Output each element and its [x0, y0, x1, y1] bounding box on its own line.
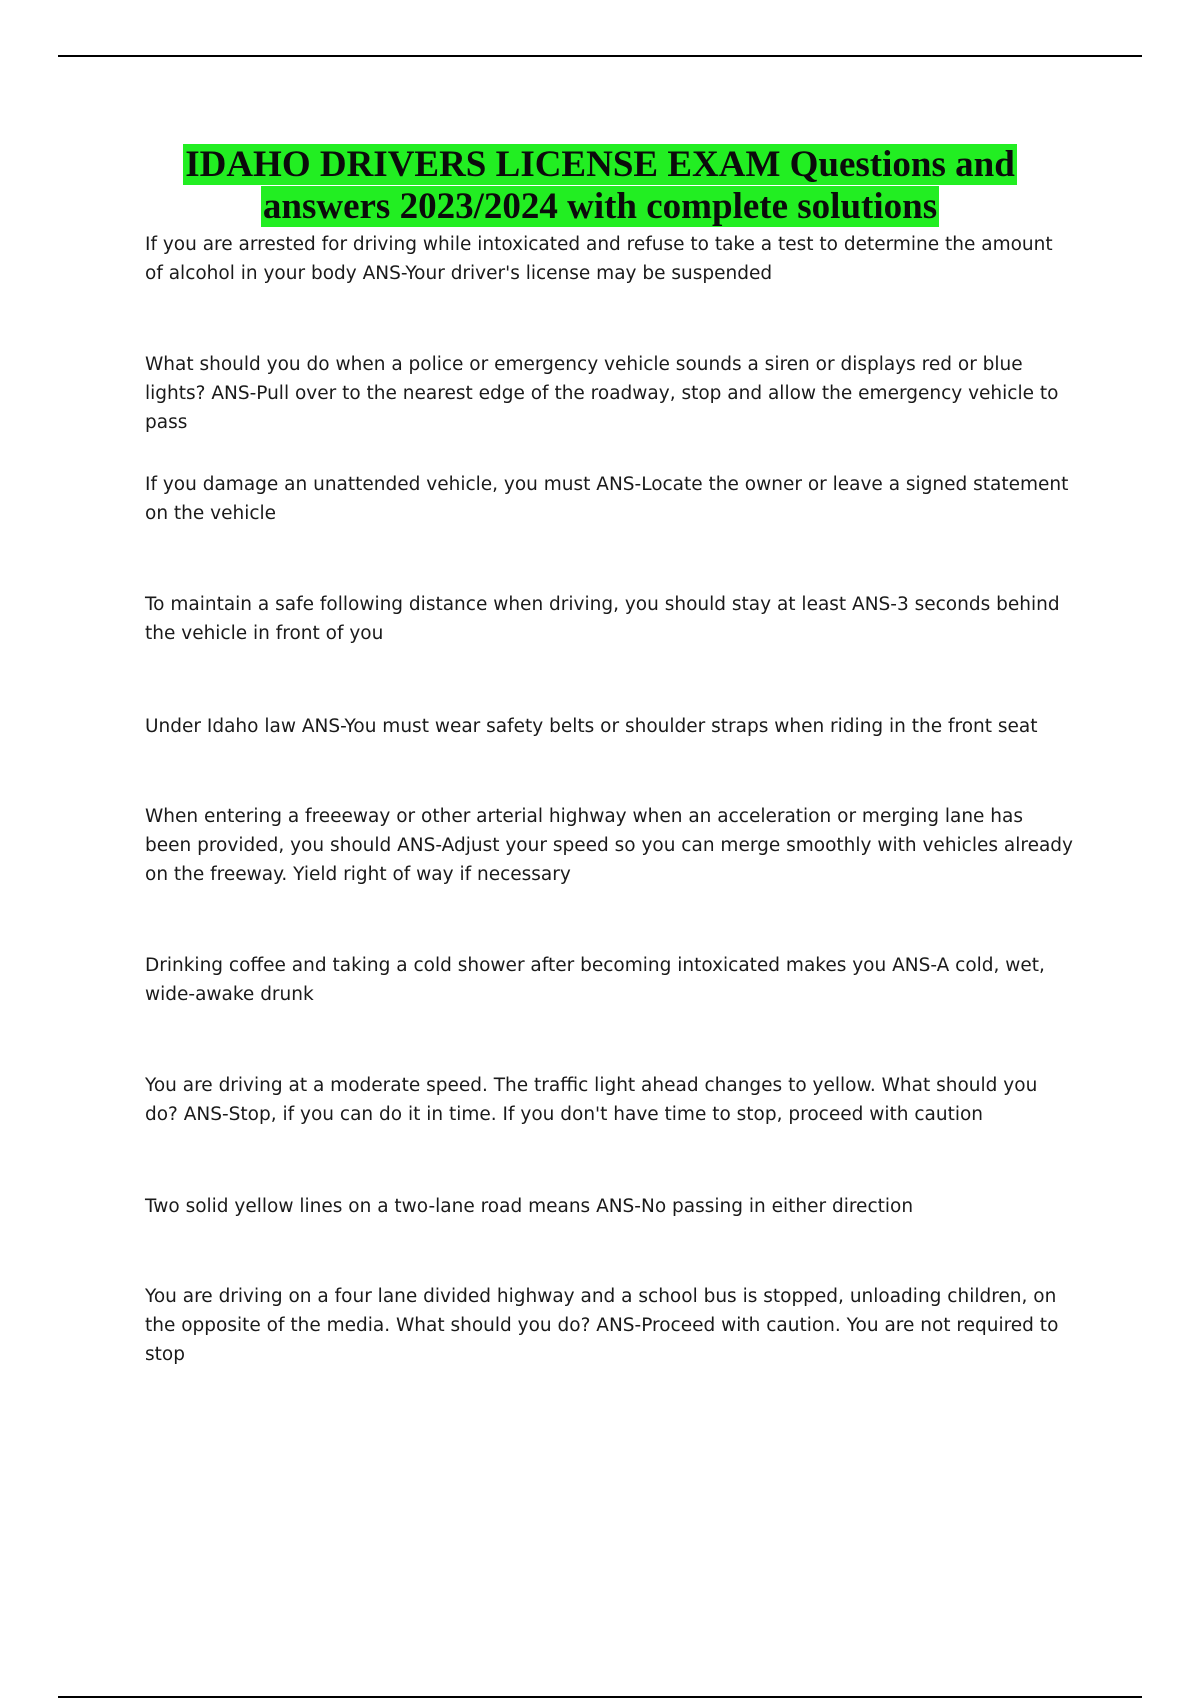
footer-rule: [58, 1696, 1142, 1698]
qa-item-3: If you damage an unattended vehicle, you must ANS-Locate the owner or leave a signed statement on the vehicle: [145, 474, 1069, 524]
qa-item-8: You are driving at a moderate speed. The traffic light ahead changes to yellow. What should you do? ANS-Stop, if you can do it in time. If you don't have time to stop, proceed with caution: [145, 1075, 1038, 1125]
title-line-2: answers 2023/2024 with complete solutions: [262, 186, 938, 227]
document-title: [100, 144, 1100, 228]
qa-item-4: To maintain a safe following distance when driving, you should stay at least ANS-3 seconds behind the vehicle in front of you: [145, 594, 1060, 644]
qa-item-9: Two solid yellow lines on a two-lane road means ANS-No passing in either direction: [145, 1196, 914, 1217]
qa-item-1: If you are arrested for driving while intoxicated and refuse to take a test to determine the amount of alcohol in your body ANS-Your driver's license may be suspended: [145, 234, 1053, 284]
title-line-1: IDAHO DRIVERS LICENSE EXAM Questions and: [185, 144, 1015, 185]
qa-item-2: What should you do when a police or emergency vehicle sounds a siren or displays red or blue lights? ANS-Pull over to the nearest edge of the roadway, stop and allow the emergency vehicle to pass: [145, 354, 1059, 433]
header-rule: [58, 55, 1142, 57]
qa-item-7: Drinking coffee and taking a cold shower after becoming intoxicated makes you ANS-A cold, wet, wide-awake drunk: [145, 955, 1045, 1005]
qa-item-6: When entering a freeeway or other arterial highway when an acceleration or merging lane has been provided, you should ANS-Adjust your speed so you can merge smoothly with vehicles already on the freeway. Yield right of way if necessary: [145, 806, 1073, 885]
qa-item-10: You are driving on a four lane divided highway and a school bus is stopped, unloading children, on the opposite of the media. What should you do? ANS-Proceed with caution. You are not required to stop: [145, 1286, 1059, 1365]
qa-item-5: Under Idaho law ANS-You must wear safety belts or shoulder straps when riding in the front seat: [145, 716, 1038, 737]
